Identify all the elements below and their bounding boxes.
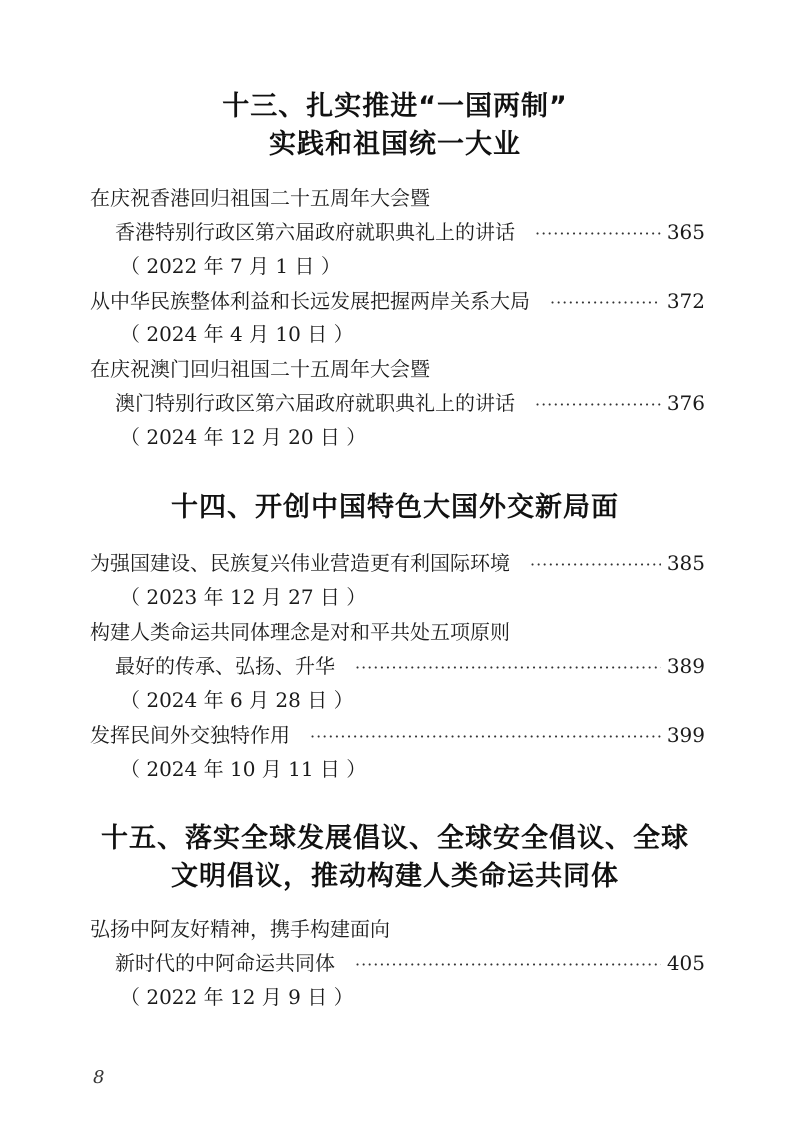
toc-entry-title[interactable] <box>90 287 705 317</box>
toc-entry-date: （ 2024 年 4 月 10 日 ） <box>120 322 354 346</box>
toc-entry-title[interactable]: 构建人类命运共同体理念是对和平共处五项原则 <box>90 620 510 644</box>
section-title-line: 文明倡议，推动构建人类命运共同体 <box>171 861 619 892</box>
toc-entry-text: 香港特别行政区第六届政府就职典礼上的讲话 <box>115 220 515 244</box>
section-title-line: 十四、开创中国特色大国外交新局面 <box>171 492 619 523</box>
toc-entry-title[interactable] <box>90 549 705 579</box>
dot-leader <box>535 220 661 248</box>
toc-entry-title-continued[interactable] <box>115 218 705 248</box>
page-number-ref: 372 <box>666 289 705 313</box>
section-title-line: 实践和祖国统一大业 <box>269 129 521 160</box>
toc-entry-text: 新时代的中阿命运共同体 <box>115 951 335 975</box>
toc-entry-title[interactable]: 在庆祝香港回归祖国二十五周年大会暨 <box>90 186 430 210</box>
section-title-line: 十三、扎实推进“一国两制” <box>222 91 568 122</box>
toc-entry-text: 发挥民间外交独特作用 <box>90 723 290 747</box>
toc-entry-text: 澳门特别行政区第六届政府就职典礼上的讲话 <box>115 391 515 415</box>
toc-entry-date: （ 2024 年 10 月 11 日 ） <box>120 757 367 781</box>
dot-leader <box>355 951 661 979</box>
toc-entry-title[interactable]: 在庆祝澳门回归祖国二十五周年大会暨 <box>90 357 430 381</box>
toc-entry-text: 最好的传承、弘扬、升华 <box>115 654 335 678</box>
page-folio: 8 <box>93 1067 105 1088</box>
page-number-ref: 385 <box>666 551 705 575</box>
page-number-ref: 399 <box>666 723 705 747</box>
dot-leader <box>550 289 661 317</box>
toc-entry-title-continued[interactable] <box>115 949 705 979</box>
toc-entry-title[interactable] <box>90 721 705 751</box>
toc-entry-title-continued[interactable] <box>115 389 705 419</box>
dot-leader <box>530 551 661 579</box>
toc-entry-date: （ 2024 年 12 月 20 日 ） <box>120 425 367 449</box>
toc-entry-title[interactable]: 弘扬中阿友好精神，携手构建面向 <box>90 917 390 941</box>
toc-entry-text: 为强国建设、民族复兴伟业营造更有利国际环境 <box>90 551 510 575</box>
page-number-ref: 365 <box>666 220 705 244</box>
dot-leader <box>535 391 661 419</box>
section-title-14 <box>0 489 790 527</box>
toc-entry-date: （ 2024 年 6 月 28 日 ） <box>120 688 354 712</box>
page-number-ref: 405 <box>666 951 705 975</box>
toc-entry-title-continued[interactable] <box>115 652 705 682</box>
section-title-13 <box>0 88 790 164</box>
section-title-15 <box>0 820 790 896</box>
toc-entry-date: （ 2022 年 12 月 9 日 ） <box>120 985 354 1009</box>
page-number-ref: 376 <box>666 391 705 415</box>
toc-entry-text: 从中华民族整体利益和长远发展把握两岸关系大局 <box>90 289 530 313</box>
dot-leader <box>355 654 661 682</box>
section-title-line: 十五、落实全球发展倡议、全球安全倡议、全球 <box>101 823 689 854</box>
toc-entry-date: （ 2023 年 12 月 27 日 ） <box>120 585 367 609</box>
dot-leader <box>310 723 661 751</box>
toc-entry-date: （ 2022 年 7 月 1 日 ） <box>120 254 341 278</box>
page-number-ref: 389 <box>666 654 705 678</box>
